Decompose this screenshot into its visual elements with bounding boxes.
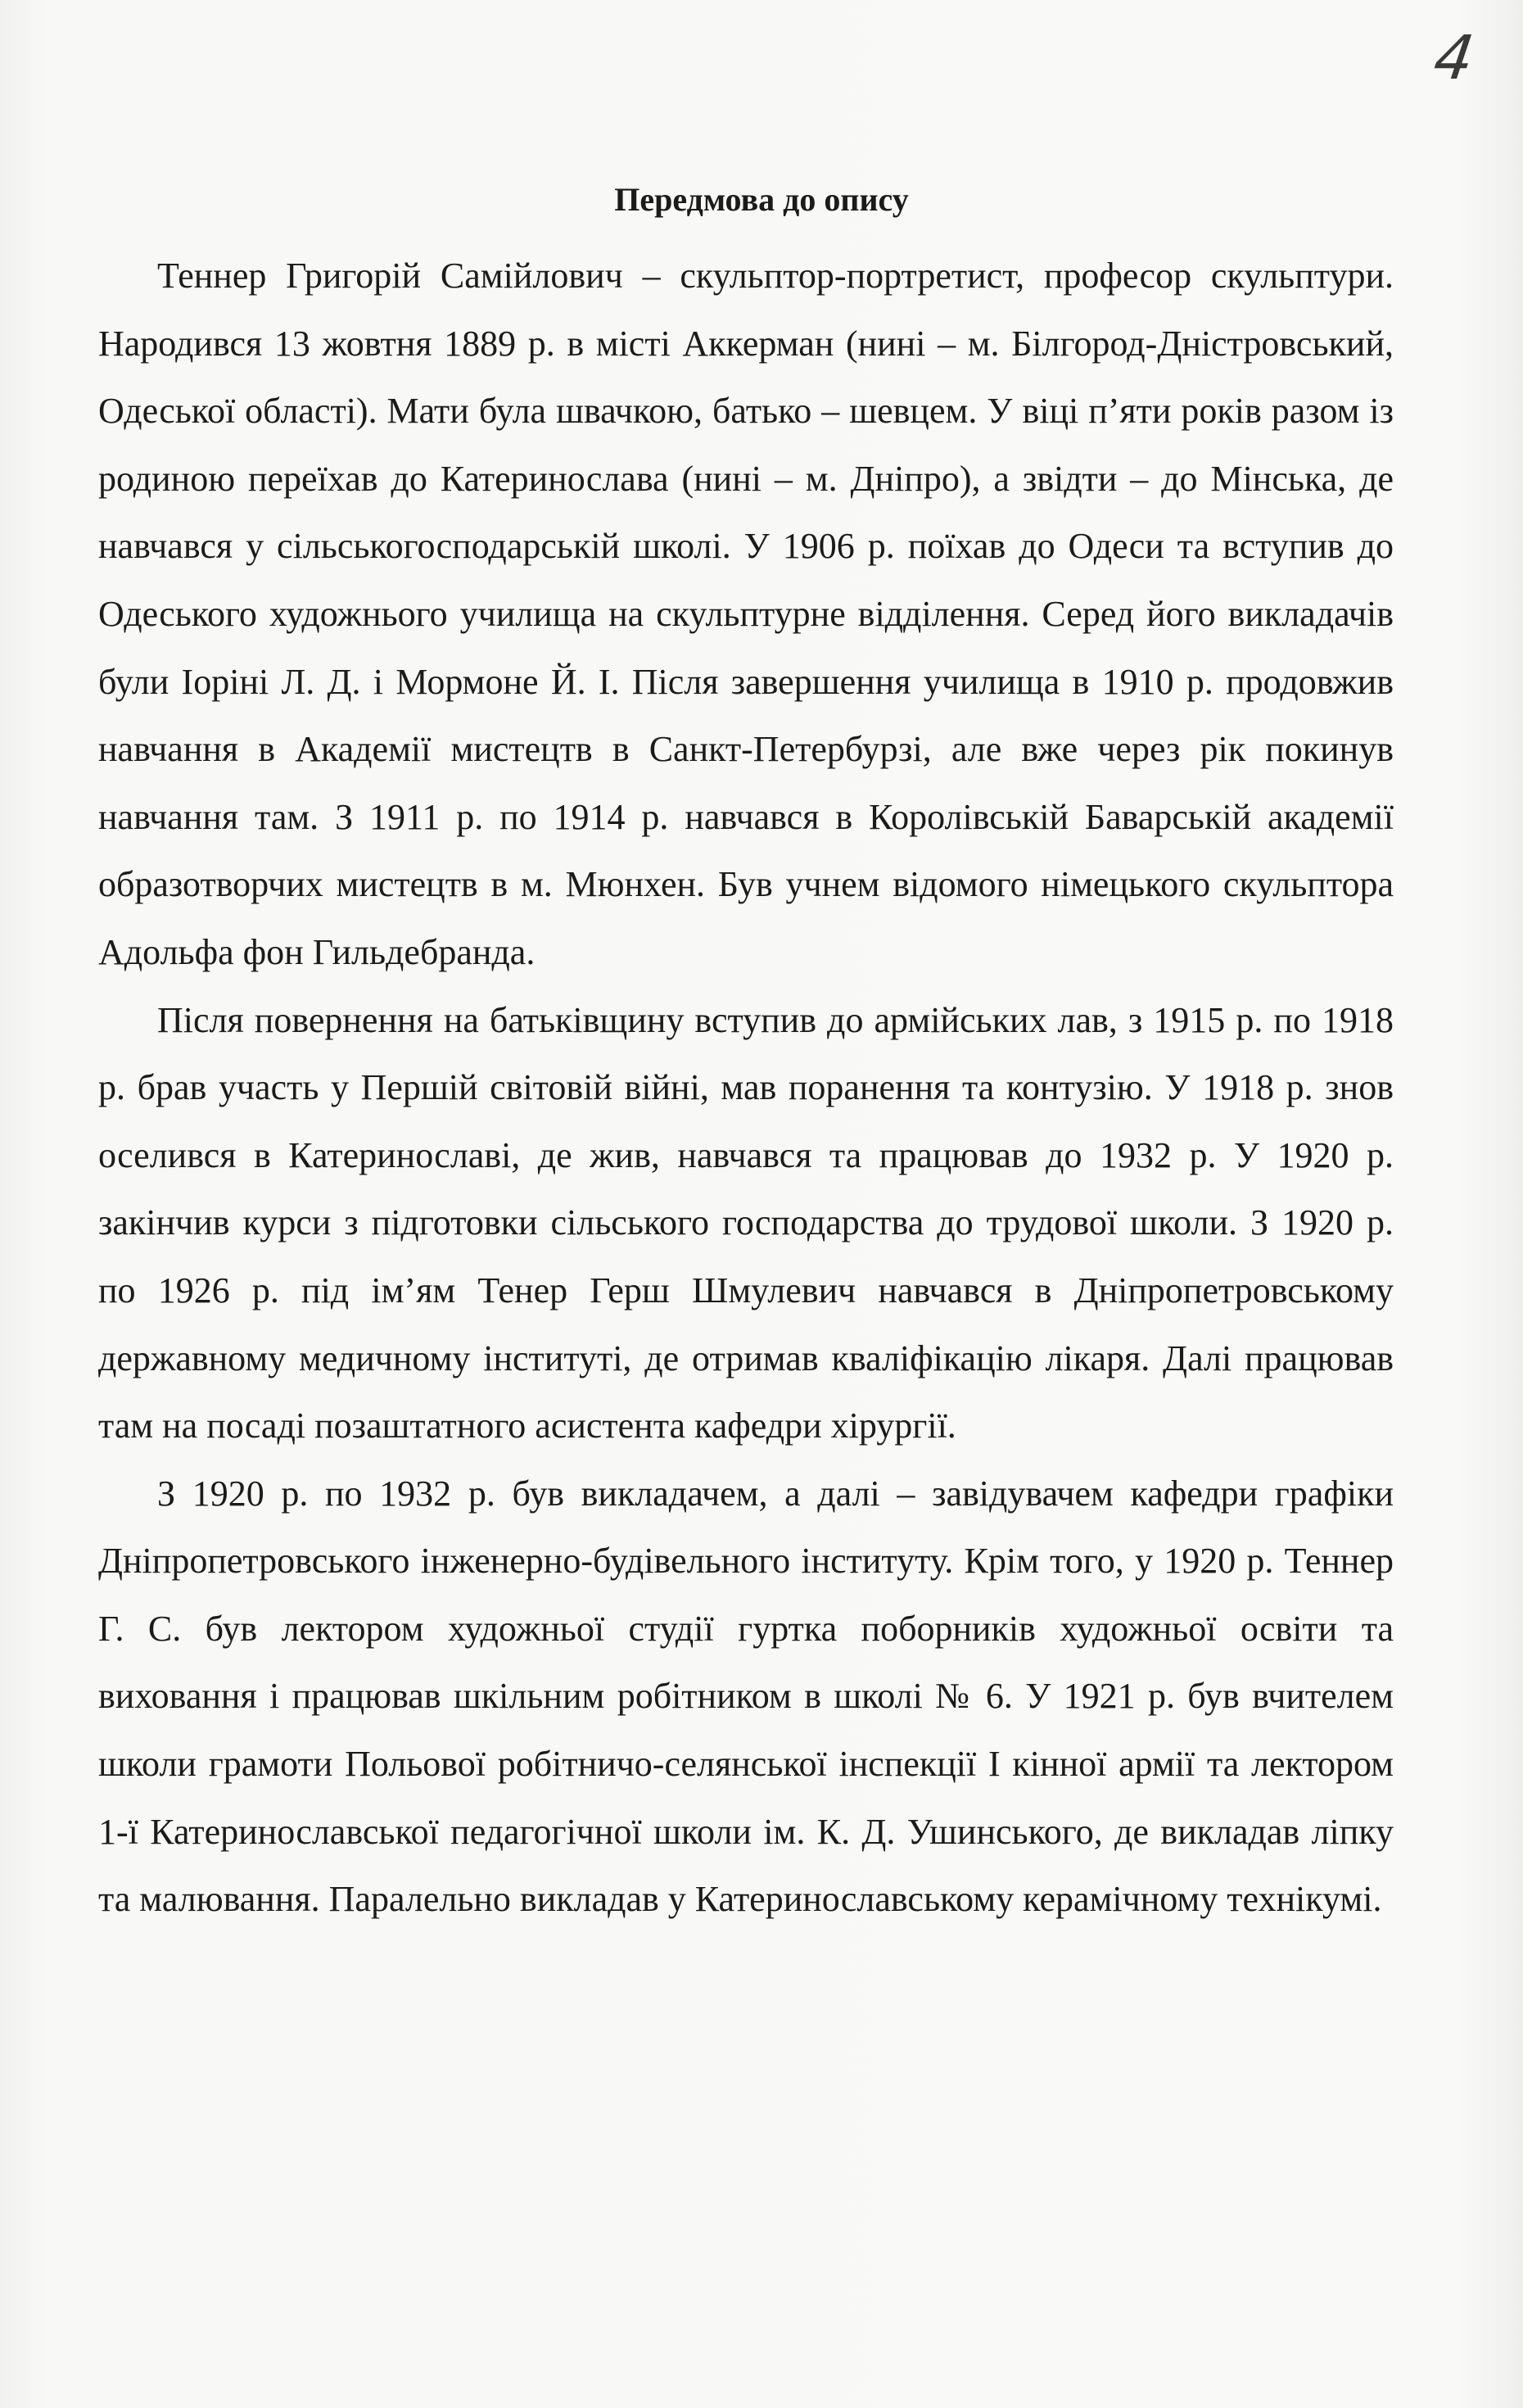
document-title: Передмова до опису <box>614 181 909 218</box>
page-number: 4 <box>1429 23 1479 93</box>
body-paragraph-1: Теннер Григорій Самійлович – скульптор-портретист, професор скульптури. Народився 13 жовтня 1889 р. в місті Аккерман (нині – м. Білгород-Дністровський, Одеської області). Мати була швачкою, батько – шевцем. У віці п’яти років разом із родиною переїхав до Катеринослава (нині – м. Дніпро), а звідти – до Мінська, де навчався у сільськогосподарській школі. У 1906 р. поїхав до Одеси та вступив до Одеського художнього училища на скульптурне відділення. Серед його викладачів були Іоріні Л. Д. і Мормоне Й. І. Після завершення училища в 1910 р. продовжив навчання в Академії мистецтв в Санкт-Петербурзі, але вже через рік покинув навчання там. З 1911 р. по 1914 р. навчався в Королівській Баварській академії образотворчих мистецтв в м. Мюнхен. Був учнем відомого німецького скульптора Адольфа фон Гильдебранда. <box>98 256 1394 972</box>
body-paragraph-3: З 1920 р. по 1932 р. був викладачем, а далі – завідувачем кафедри графіки Дніпропетровського інженерно-будівельного інституту. Крім того, у 1920 р. Теннер Г. С. був лектором художньої студії гуртка поборників художньої освіти та виховання і працював шкільним робітником в школі № 6. У 1921 р. був вчителем школи грамоти Польової робітничо-селянської інспекції І кінної армії та лектором 1-ї Катеринославської педагогічної школи ім. К. Д. Ушинського, де викладав ліпку та малювання. Паралельно викладав у Катеринославському керамічному технікумі. <box>98 1473 1394 1920</box>
document-body <box>98 242 1394 1934</box>
body-paragraph-2: Після повернення на батьківщину вступив до армійських лав, з 1915 р. по 1918 р. брав участь у Першій світовій війні, мав поранення та контузію. У 1918 р. знов оселився в Катеринославі, де жив, навчався та працював до 1932 р. У 1920 р. закінчив курси з підготовки сільського господарства до трудової школи. З 1920 р. по 1926 р. під ім’ям Тенер Герш Шмулевич навчався в Дніпропетровському державному медичному інституті, де отримав кваліфікацію лікаря. Далі працював там на посаді позаштатного асистента кафедри хірургії. <box>98 999 1394 1446</box>
